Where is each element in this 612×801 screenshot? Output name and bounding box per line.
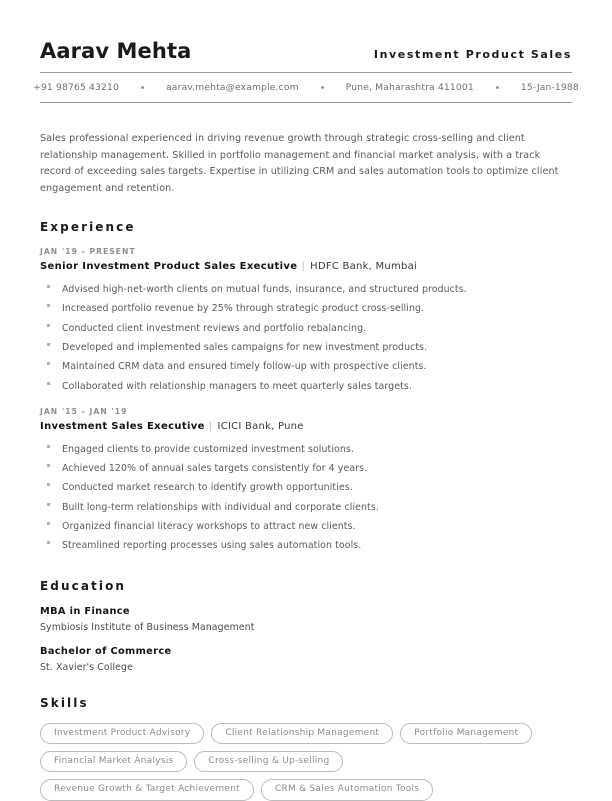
list-item [40,459,572,478]
list-item [40,517,572,536]
bullet-text: Conducted market research to identify growth opportunities. [62,482,353,494]
bullet-text: Collaborated with relationship managers to meet quarterly sales targets. [62,380,412,392]
skill-tag: CRM & Sales Automation Tools [261,779,433,800]
education-entry [40,646,572,673]
experience-job-title: Senior Investment Product Sales Executive [40,261,298,273]
experience-separator: | [208,420,213,432]
bullet-marker-icon [47,445,50,448]
header-top-row [40,40,572,72]
list-item [40,357,572,376]
bullet-text: Achieved 120% of annual sales targets consistently for 4 years. [62,463,368,475]
bullet-marker-icon [47,541,50,544]
experience-headline [40,261,572,273]
experience-entry [40,407,572,556]
contact-phone: +91 98765 43210 [33,82,120,94]
experience-bullet-list [40,280,572,396]
section-education [40,579,572,673]
bullet-marker-icon [47,522,50,525]
experience-dates: JAN '15 - JAN '19 [40,406,128,416]
skill-tag: Revenue Growth & Target Achievement [40,779,254,800]
professional-summary: Sales professional experienced in driving revenue growth through strategic cross-selling and client relationship management. Skilled in portfolio management and financial market analysis, with a track record of exceeding sales targets. Expertise in utilizing CRM and sales automation tools to optimize client engagement and retention. [40,133,559,194]
bullet-text: Organized financial literacy workshops to attract new clients. [62,521,356,533]
bullet-marker-icon [47,483,50,486]
list-item [40,498,572,517]
education-school: Symbiosis Institute of Business Management [40,621,255,633]
contact-location: Pune, Maharashtra 411001 [345,82,474,94]
list-item [40,280,572,299]
bullet-marker-icon [47,503,50,506]
list-item [40,536,572,555]
contact-row [33,73,579,102]
bullet-text: Built long-term relationships with individual and corporate clients. [62,501,379,513]
list-item [40,299,572,318]
bullet-marker-icon [47,343,50,346]
list-item [40,377,572,396]
bullet-marker-icon [47,464,50,467]
skill-tag: Cross-selling & Up-selling [194,751,343,772]
resume-header [33,39,579,103]
experience-dates: JAN '19 - PRESENT [40,247,136,257]
contact-separator-dot [321,86,324,89]
experience-separator: | [301,261,306,273]
bullet-text: Increased portfolio revenue by 25% through strategic product cross-selling. [62,303,425,315]
education-degree: Bachelor of Commerce [40,645,172,657]
candidate-headline: Investment Product Sales [373,48,572,61]
experience-entry [40,247,572,396]
education-school: St. Xavier's College [40,661,133,673]
section-skills [40,696,572,801]
education-degree: MBA in Finance [40,605,130,617]
candidate-name: Aarav Mehta [40,39,192,63]
experience-company: ICICI Bank, Pune [217,420,304,432]
skill-tag: Financial Market Analysis [40,751,187,772]
list-item [40,478,572,497]
bullet-text: Maintained CRM data and ensured timely follow-up with prospective clients. [62,361,427,373]
bullet-text: Conducted client investment reviews and portfolio rebalancing. [62,322,367,334]
bullet-text: Engaged clients to provide customized investment solutions. [62,443,354,455]
list-item [40,319,572,338]
experience-company: HDFC Bank, Mumbai [310,261,417,273]
skill-tag: Investment Product Advisory [40,723,204,744]
experience-headline [40,421,572,433]
skill-tag: Portfolio Management [400,723,532,744]
bullet-marker-icon [47,362,50,365]
bullet-text: Advised high-net-worth clients on mutual funds, insurance, and structured products. [62,284,467,296]
skill-tag: Client Relationship Management [211,723,393,744]
bullet-text: Developed and implemented sales campaigns for new investment products. [62,341,428,353]
header-rule-bottom [40,102,572,103]
bullet-marker-icon [47,382,50,385]
contact-separator-dot [496,86,499,89]
bullet-text: Streamlined reporting processes using sales automation tools. [62,540,362,552]
list-item [40,338,572,357]
experience-job-title: Investment Sales Executive [40,420,205,432]
section-title-experience: Experience [40,220,136,235]
education-entry [40,606,572,633]
contact-email: aarav.mehta@example.com [166,82,299,94]
bullet-marker-icon [47,304,50,307]
skills-list [40,723,540,801]
section-title-skills: Skills [40,695,89,710]
contact-separator-dot [141,86,144,89]
contact-birthdate: 15-Jan-1988 [520,82,579,94]
section-title-education: Education [40,578,127,593]
section-experience [40,220,572,556]
experience-bullet-list [40,440,572,556]
bullet-marker-icon [47,285,50,288]
list-item [40,440,572,459]
bullet-marker-icon [47,324,50,327]
